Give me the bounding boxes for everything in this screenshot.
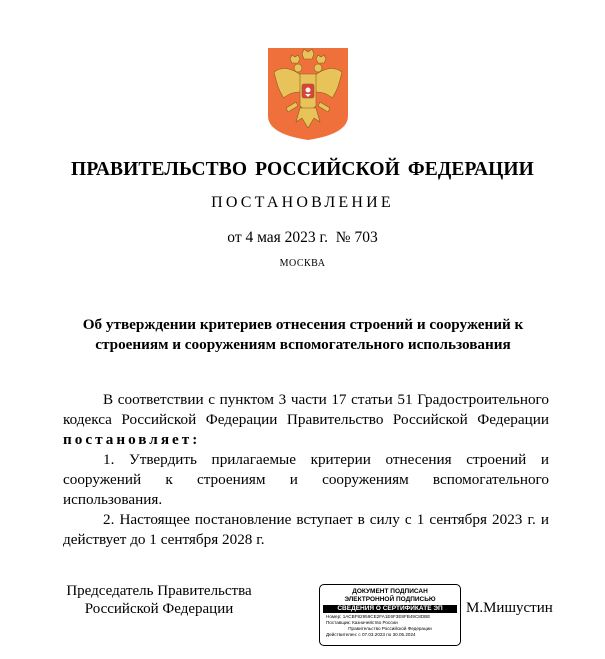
document-subject: Об утверждении критериев отнесения строений и сооружений к строениям и сооружениям вспомогательного использования: [82, 316, 524, 353]
document-date: от 4 мая 2023 г.: [227, 229, 329, 246]
stamp-issuer-1: Поставщик: Казначейство России: [326, 620, 398, 625]
position-line-1: Председатель Правительства: [66, 583, 252, 599]
item-1-paragraph: 1. Утвердить прилагаемые критерии отнесения строений и сооружений к строениям и сооружениям вспомогательного использования.: [63, 451, 549, 508]
document-city: МОСКВА: [279, 258, 326, 269]
intro-text: В соответствии с пунктом 3 части 17 статьи 51 Градостроительного кодекса Российской Федерации Правительство Российской Федерации: [63, 391, 549, 428]
decides-word: постановляет:: [63, 431, 201, 448]
russian-coat-of-arms-icon: [266, 46, 350, 142]
intro-paragraph: [63, 390, 549, 450]
position-line-2: Российской Федерации: [84, 601, 234, 617]
document-type: ПОСТАНОВЛЕНИЕ: [211, 194, 394, 211]
stamp-serial: Номер: 1ACBF82959CE2FA1E6F3E8FB49C8DBE: [326, 614, 431, 619]
item-2-paragraph: 2. Настоящее постановление вступает в силу с 1 сентября 2023 г. и действует до 1 сентября 2028 г.: [63, 511, 549, 548]
signatory-name: М.Мишустин: [466, 600, 553, 616]
signatory-position: [64, 582, 254, 618]
coat-of-arms-emblem: [266, 46, 350, 142]
stamp-issuer-2: Правительство Российской Федерации: [348, 626, 432, 631]
document-date-number: [0, 229, 605, 247]
stamp-validity: Действителен: с 07.03.2023 по 30.05.2024: [326, 632, 416, 637]
document-body: [63, 390, 549, 550]
stamp-certificate-bar: СВЕДЕНИЯ О СЕРТИФИКАТЕ ЭП: [323, 605, 457, 613]
electronic-signature-stamp: [319, 584, 461, 646]
government-title: ПРАВИТЕЛЬСТВО РОССИЙСКОЙ ФЕДЕРАЦИИ: [71, 159, 534, 180]
stamp-heading-2: ЭЛЕКТРОННОЙ ПОДПИСЬЮ: [344, 595, 436, 603]
document-number: № 703: [335, 229, 378, 246]
stamp-heading-1: ДОКУМЕНТ ПОДПИСАН: [352, 588, 428, 595]
